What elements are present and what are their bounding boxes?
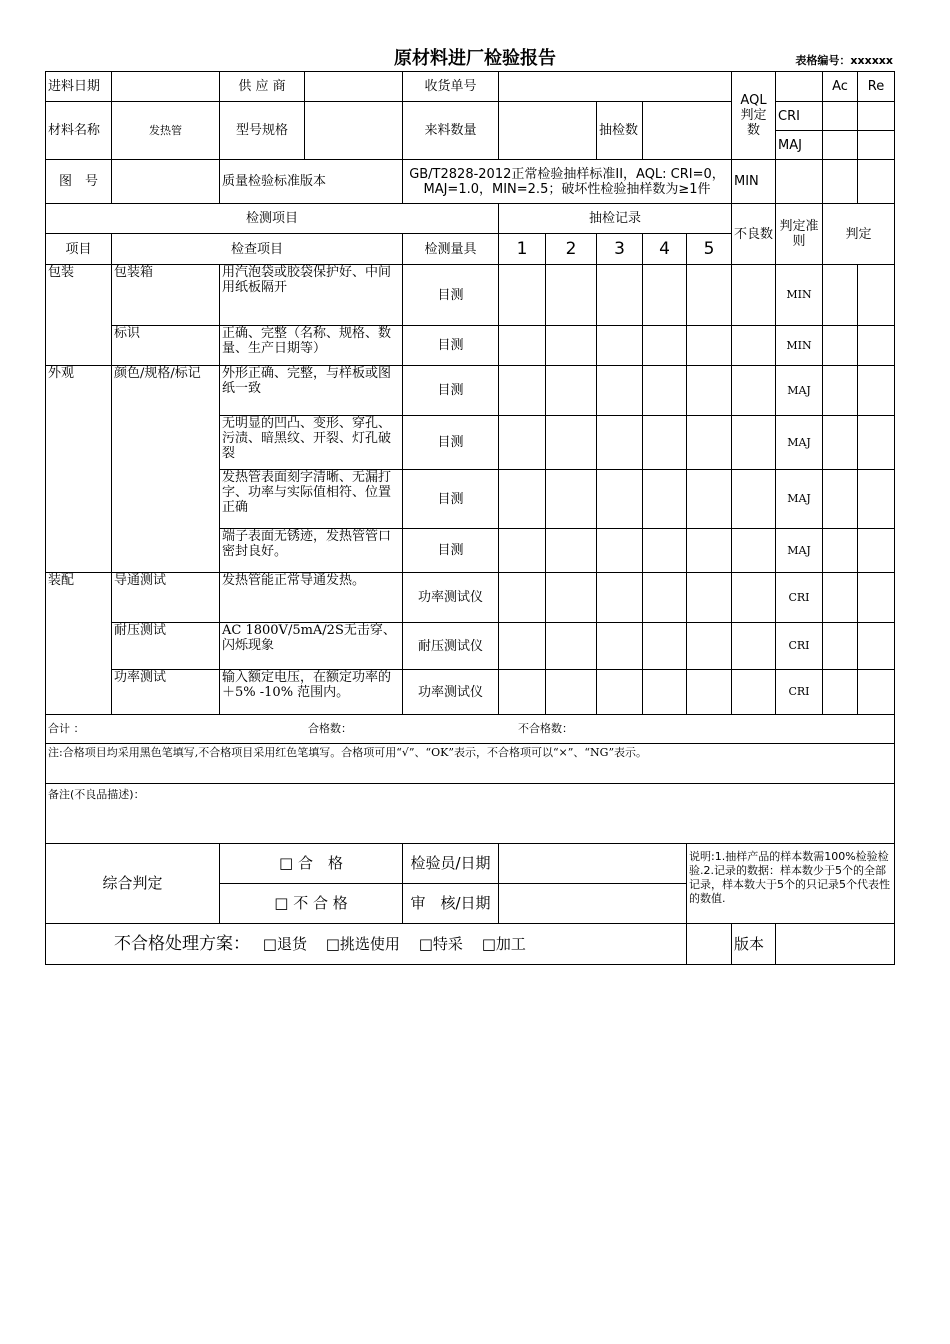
record-cell[interactable] [643,670,687,715]
requirement: 发热管表面刻字清晰、无漏打字、功率与实际值相符、位置正确 [220,470,403,529]
qty-label: 来料数量 [403,102,499,160]
gauge: 功率测试仪 [403,670,499,715]
record-cell[interactable] [597,326,643,366]
record-cell[interactable] [687,470,732,529]
aql-label: AQL判定数 [732,72,776,160]
requirement: 正确、完整（名称、规格、数量、生产日期等） [220,326,403,366]
record-cell[interactable] [546,366,597,416]
record-cell[interactable] [597,623,643,670]
version-label: 版本 [732,924,776,965]
record-cell[interactable] [687,366,732,416]
gauge: 耐压测试仪 [403,623,499,670]
defect-cell[interactable] [732,573,776,623]
grade: CRI [776,573,823,623]
check-item: 耐压测试 [112,623,220,670]
gauge: 目测 [403,529,499,573]
cri-ac[interactable] [823,102,858,131]
option-rework[interactable]: □加工 [481,934,526,953]
min-re[interactable] [823,160,858,204]
record-cell[interactable] [643,326,687,366]
judge-cell[interactable] [858,529,895,573]
drawing-label: 图 号 [46,160,112,204]
option-select-use[interactable]: □挑选使用 [325,934,400,953]
disposal-row [46,924,687,965]
pass-count-label: 合格数： [308,722,352,735]
grade: MAJ [776,470,823,529]
remark-field[interactable]: 备注(不良品描述)： [46,784,895,844]
std-text: GB/T2828-2012正常检验抽样标准II，AQL: CRI=0，MAJ=1.0，MIN=2.5；破坏性检验抽样数为≥1件 [403,160,732,204]
defect-head: 不良数 [732,204,776,265]
gauge: 目测 [403,416,499,470]
note: 注:合格项目均采用黑色笔填写,不合格项目采用红色笔填写。合格项可用“√”、“OK”表示，不合格项可以“×”、“NG”表示。 [46,744,895,784]
record-cell[interactable] [499,326,546,366]
drawing-field[interactable] [112,160,220,204]
inspector-label: 检验员/日期 [403,844,499,884]
final-judgement-label: 综合判定 [46,844,220,924]
requirement: 用汽泡袋或胶袋保护好、中间用纸板隔开 [220,265,403,326]
gauge-head: 检测量具 [403,234,499,265]
grade: CRI [776,623,823,670]
defect-cell[interactable] [732,470,776,529]
judge-cell[interactable] [858,623,895,670]
category-packaging: 包装 [46,265,112,366]
gauge: 目测 [403,326,499,366]
fail-checkbox[interactable]: □ 不 合 格 [220,884,403,924]
defect-cell[interactable] [732,366,776,416]
defect-cell[interactable] [732,623,776,670]
record-cell[interactable] [687,265,732,326]
judge-cell[interactable] [858,670,895,715]
test-items-head: 检测项目 [46,204,499,234]
maj-label: MAJ [776,131,823,160]
reviewer-field[interactable] [499,884,687,924]
judge-cell[interactable] [858,416,895,470]
judge-head: 判定 [823,204,895,265]
report-title: 原材料进厂检验报告 [394,48,556,69]
category-assembly: 装配 [46,573,112,715]
requirement: 输入额定电压，在额定功率的＋5% -10% 范围内。 [220,670,403,715]
judge-cell[interactable] [823,416,858,470]
totals-row [46,715,895,744]
record-cell[interactable] [546,573,597,623]
sample-field[interactable] [643,102,732,160]
aql-blank [776,72,823,102]
judge-cell[interactable] [858,265,895,326]
record-cell[interactable] [687,573,732,623]
record-cell[interactable] [687,326,732,366]
material-value[interactable]: 发热管 [112,102,220,160]
explain-text: 说明:1.抽样产品的样本数需100%检验检验.2.记录的数据：样本数少于5个的全部记录，样本数大于5个的只记录5个代表性的数值. [687,844,895,924]
record-cell[interactable] [643,470,687,529]
check-item: 功率测试 [112,670,220,715]
record-cell[interactable] [597,573,643,623]
record-cell[interactable] [597,670,643,715]
record-cell[interactable] [687,529,732,573]
grade: MAJ [776,529,823,573]
gauge: 功率测试仪 [403,573,499,623]
record-cell[interactable] [546,470,597,529]
ac-label: Ac [823,72,858,102]
fail-count-label: 不合格数： [518,722,573,735]
record-cell[interactable] [499,265,546,326]
reviewer-label: 审 核/日期 [403,884,499,924]
check-item: 包装箱 [112,265,220,326]
check-item-head: 检查项目 [112,234,403,265]
receipt-field[interactable] [499,72,732,102]
judge-cell[interactable] [823,623,858,670]
std-label: 质量检验标准版本 [220,160,403,204]
record-cell[interactable] [499,670,546,715]
record-cell[interactable] [546,529,597,573]
requirement: 外形正确、完整，与样板或图纸一致 [220,366,403,416]
total-label: 合计 ： [48,722,85,735]
min-blank [858,160,895,204]
check-item: 颜色/规格/标记 [112,366,220,573]
criterion-head: 判定准则 [776,204,823,265]
option-return[interactable]: □退货 [262,934,307,953]
defect-cell[interactable] [732,529,776,573]
disposal-label: 不合格处理方案： [114,933,250,954]
pass-checkbox[interactable]: □ 合 格 [220,844,403,884]
record-cell[interactable] [597,470,643,529]
check-item: 导通测试 [112,573,220,623]
defect-cell[interactable] [732,416,776,470]
sample-no-2: 2 [546,234,597,265]
record-cell[interactable] [687,416,732,470]
sample-no-1: 1 [499,234,546,265]
sample-no-5: 5 [687,234,732,265]
date-field[interactable] [112,72,220,102]
record-cell[interactable] [546,265,597,326]
judge-cell[interactable] [823,573,858,623]
receipt-label: 收货单号 [403,72,499,102]
requirement: 无明显的凹凸、变形、穿孔、污渍、暗黑纹、开裂、灯孔破裂 [220,416,403,470]
item-head: 项目 [46,234,112,265]
record-cell[interactable] [499,366,546,416]
judge-cell[interactable] [823,529,858,573]
record-cell[interactable] [499,529,546,573]
record-cell[interactable] [597,416,643,470]
grade: MAJ [776,416,823,470]
option-concession[interactable]: □特采 [418,934,463,953]
defect-cell[interactable] [732,265,776,326]
record-cell[interactable] [546,670,597,715]
judge-cell[interactable] [823,265,858,326]
category-appearance: 外观 [46,366,112,573]
record-cell[interactable] [643,529,687,573]
judge-cell[interactable] [823,470,858,529]
judge-cell[interactable] [858,573,895,623]
record-cell[interactable] [643,265,687,326]
inspector-field[interactable] [499,844,687,884]
record-cell[interactable] [597,529,643,573]
grade: CRI [776,670,823,715]
record-cell[interactable] [546,623,597,670]
disposal-blank[interactable] [687,924,732,965]
grade: MAJ [776,366,823,416]
requirement: 发热管能正常导通发热。 [220,573,403,623]
judge-cell[interactable] [823,326,858,366]
model-field[interactable] [305,102,403,160]
record-cell[interactable] [643,416,687,470]
gauge: 目测 [403,265,499,326]
cri-label: CRI [776,102,823,131]
cri-re[interactable] [858,102,895,131]
date-label: 进料日期 [46,72,112,102]
inspection-table [45,71,895,965]
sample-label: 抽检数 [597,102,643,160]
record-cell[interactable] [643,573,687,623]
check-item: 标识 [112,326,220,366]
material-label: 材料名称 [46,102,112,160]
record-cell[interactable] [546,416,597,470]
record-cell[interactable] [597,265,643,326]
form-number: 表格编号：xxxxxx [795,54,893,67]
requirement: 端子表面无锈迹，发热管管口密封良好。 [220,529,403,573]
record-cell[interactable] [643,366,687,416]
judge-cell[interactable] [858,326,895,366]
gauge: 目测 [403,366,499,416]
judge-cell[interactable] [858,366,895,416]
model-label: 型号规格 [220,102,305,160]
sample-no-3: 3 [597,234,643,265]
gauge: 目测 [403,470,499,529]
record-cell[interactable] [499,470,546,529]
supplier-field[interactable] [305,72,403,102]
judge-cell[interactable] [823,670,858,715]
defect-cell[interactable] [732,670,776,715]
re-label: Re [858,72,895,102]
requirement: AC 1800V/5mA/2S无击穿、闪烁现象 [220,623,403,670]
supplier-label: 供 应 商 [220,72,305,102]
qty-field[interactable] [499,102,597,160]
record-cell[interactable] [687,670,732,715]
record-cell[interactable] [499,623,546,670]
min-label: MIN [732,160,776,204]
maj-ac[interactable] [823,131,858,160]
sample-no-4: 4 [643,234,687,265]
min-ac[interactable] [776,160,823,204]
record-cell[interactable] [499,573,546,623]
sampling-head: 抽检记录 [499,204,732,234]
record-cell[interactable] [643,623,687,670]
defect-cell[interactable] [732,326,776,366]
version-field[interactable] [776,924,895,965]
record-cell[interactable] [546,326,597,366]
maj-re[interactable] [858,131,895,160]
record-cell[interactable] [687,623,732,670]
judge-cell[interactable] [858,470,895,529]
grade: MIN [776,326,823,366]
record-cell[interactable] [597,366,643,416]
record-cell[interactable] [499,416,546,470]
judge-cell[interactable] [823,366,858,416]
grade: MIN [776,265,823,326]
